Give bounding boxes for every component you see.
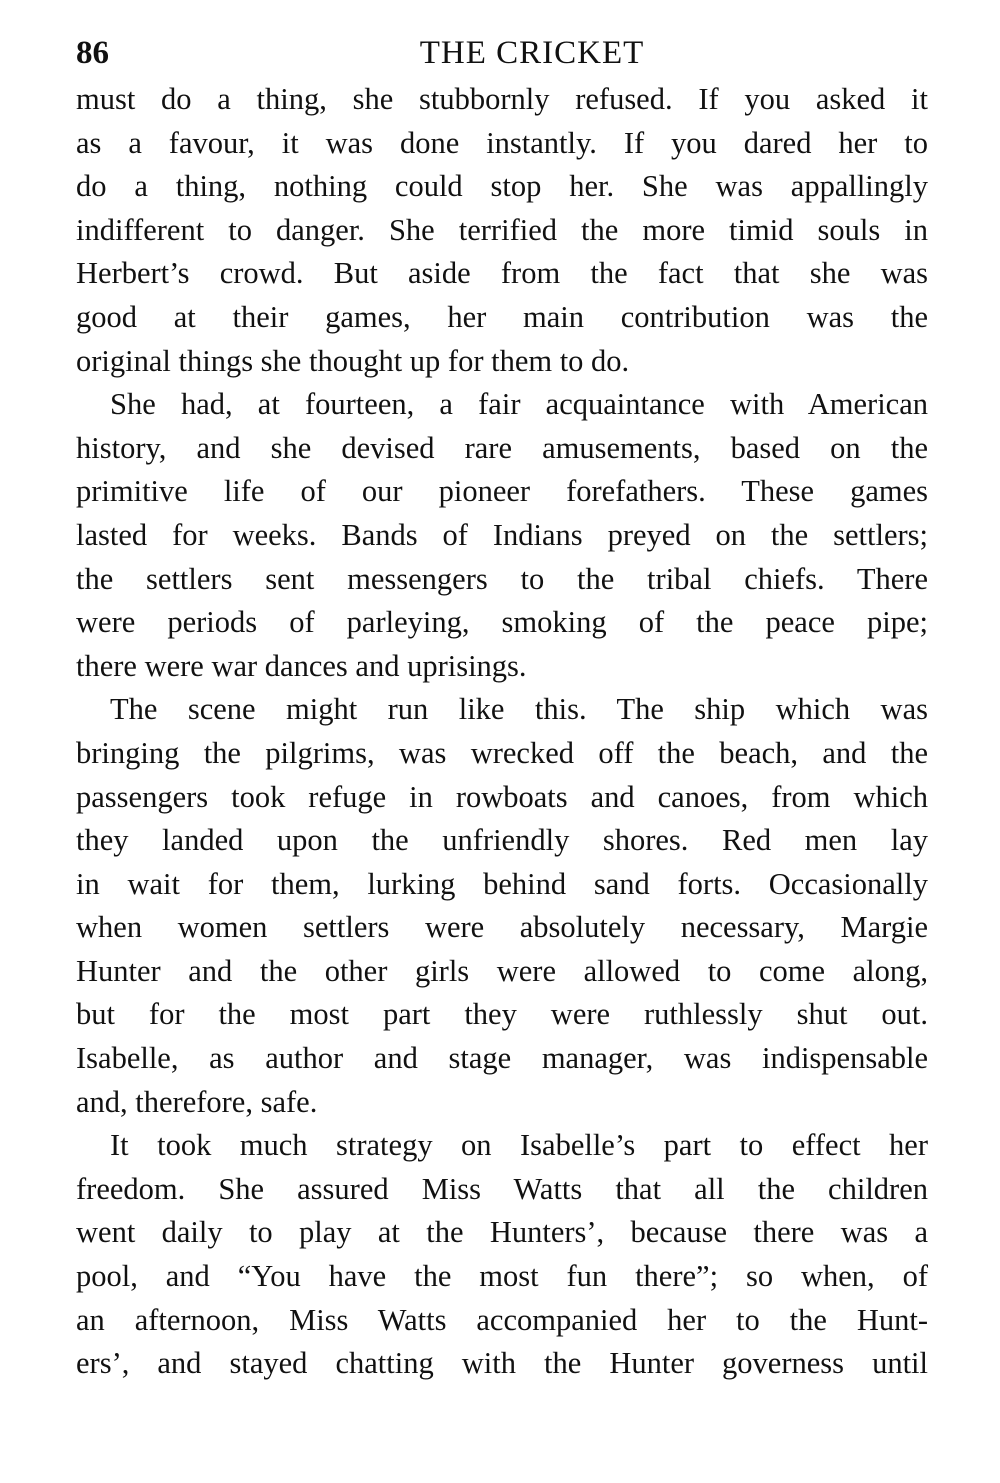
text-line: as a favour, it was done instantly. If you dared her to (76, 125, 928, 160)
text-line: Herbert’s crowd. But aside from the fact that she was (76, 256, 928, 291)
text-line: original things she thought up for them to do. (76, 343, 630, 378)
text-line: there were war dances and uprisings. (76, 648, 527, 683)
text-line: and, therefore, safe. (76, 1084, 318, 1119)
text-line: history, and she devised rare amusements, based on the (76, 430, 928, 465)
text-line: The scene might run like this. The ship which was (110, 692, 928, 727)
text-line: when women settlers were absolutely necessary, Margie (76, 910, 928, 945)
text-line: must do a thing, she stubbornly refused. If you asked it (76, 82, 928, 116)
paragraph-4 (76, 1124, 928, 1386)
text-line: good at their games, her main contribution was the (76, 299, 928, 334)
body-text (76, 78, 928, 1386)
text-line: do a thing, nothing could stop her. She was appallingly (76, 169, 928, 204)
text-line: She had, at fourteen, a fair acquaintance with American (110, 387, 928, 422)
text-line: freedom. She assured Miss Watts that all the children (76, 1171, 928, 1206)
text-line: It took much strategy on Isabelle’s part to effect her (110, 1128, 928, 1163)
text-line: pool, and “You have the most fun there”; so when, of (76, 1259, 928, 1294)
text-line: but for the most part they were ruthlessly shut out. (76, 997, 928, 1032)
paragraph-1 (76, 78, 928, 383)
text-line: they landed upon the unfriendly shores. Red men lay (76, 823, 928, 858)
text-line: lasted for weeks. Bands of Indians preyed on the settlers; (76, 517, 928, 552)
text-line: bringing the pilgrims, was wrecked off the beach, and the (76, 735, 928, 770)
paragraph-3 (76, 688, 928, 1124)
text-line: an afternoon, Miss Watts accompanied her to the Hunt- (76, 1302, 928, 1337)
text-line: passengers took refuge in rowboats and canoes, from which (76, 779, 928, 814)
text-line: Isabelle, as author and stage manager, was indispensable (76, 1041, 928, 1076)
book-page (76, 28, 928, 1386)
text-line: the settlers sent messengers to the tribal chiefs. There (76, 561, 928, 596)
paragraph-2 (76, 383, 928, 688)
text-line: Hunter and the other girls were allowed to come along, (76, 953, 928, 988)
text-line: were periods of parleying, smoking of the peace pipe; (76, 605, 928, 640)
running-title: THE CRICKET (419, 35, 645, 71)
text-line: went daily to play at the Hunters’, because there was a (76, 1215, 928, 1250)
text-line: primitive life of our pioneer forefathers. These games (76, 474, 928, 509)
running-head (76, 28, 928, 78)
page-number: 86 (76, 35, 109, 71)
text-line: ers’, and stayed chatting with the Hunter governess until (76, 1346, 928, 1381)
text-line: in wait for them, lurking behind sand forts. Occasionally (76, 866, 928, 901)
text-line: indifferent to danger. She terrified the more timid souls in (76, 212, 928, 247)
